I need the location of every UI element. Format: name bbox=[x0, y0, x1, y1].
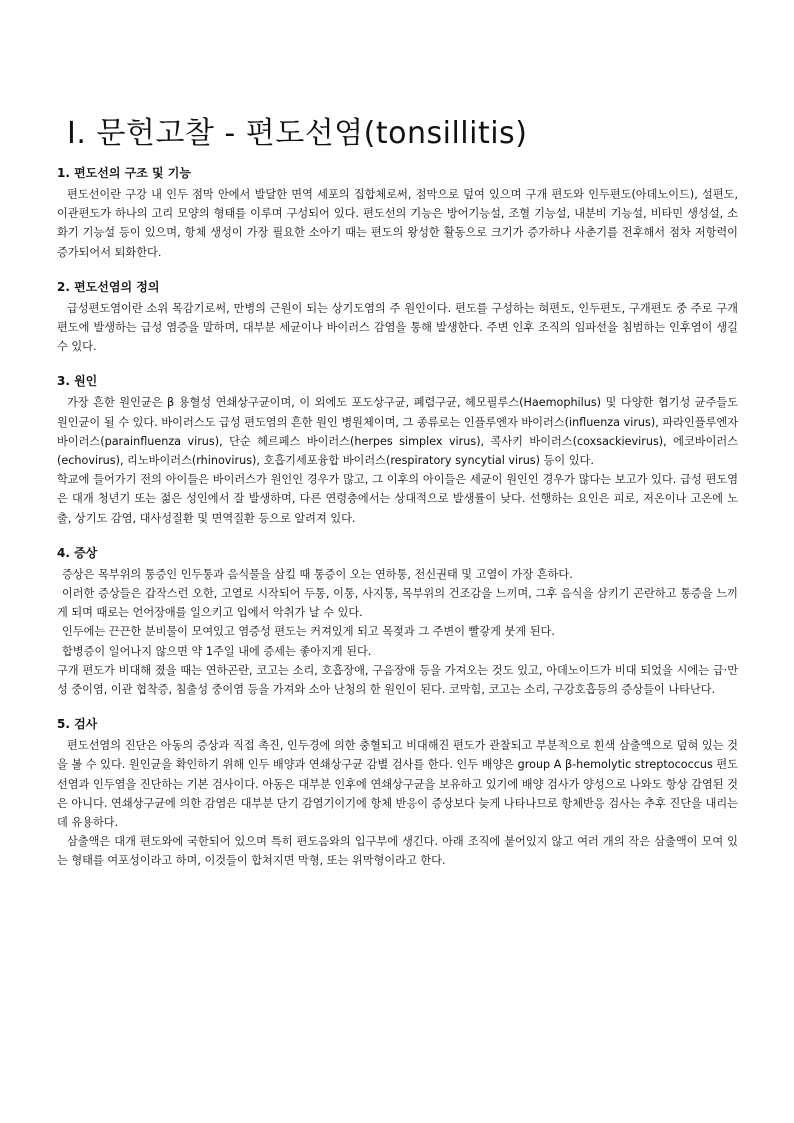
paragraph: 편도선이란 구강 내 인두 점막 안에서 발달한 면역 세포의 집합체로써, 점막으로 덮여 있으며 구개 편도와 인두편도(아데노이드), 설편도, 이관편도가 하나의 고리 모양의 형태를 이루며 구성되어 있다. 편도선의 기능은 방어기능설, 조혈 기능설, 내분비 기능설, 비타민 생성설, 소화기 기능설 등이 있으며, 항체 생성이 가장 필요한 소아기 때는 편도의 왕성한 활동으로 크기가 증가하나 사춘기를 전후해서 점차 저항력이 증가되어서 퇴화한다. bbox=[57, 188, 738, 259]
section-heading: 3. 원인 bbox=[57, 374, 98, 389]
section-heading: 4. 증상 bbox=[57, 545, 98, 560]
paragraph: 급성편도염이란 소위 목감기로써, 만병의 근원이 되는 상기도염의 주 원인이다. 편도를 구성하는 혀편도, 인두편도, 구개편도 중 주로 구개편도에 발생하는 급성 염증을 말하며, 대부분 세균이나 바이러스 감염을 통해 발생한다. 주변 인후 조직의 임파선을 침범하는 인후염이 생길 수 있다. bbox=[57, 301, 738, 354]
paragraph: 학교에 들어가기 전의 아이들은 바이러스가 원인인 경우가 많고, 그 이후의 아이들은 세균이 원인인 경우가 많다는 보고가 있다. 급성 편도염은 대개 청년기 또는 젊은 성인에서 잘 발생하며, 다른 연령층에서는 상대적으로 발생률이 낮다. 선행하는 요인은 피로, 저온이나 고온에 노출, 상기도 감염, 대사성질환 및 면역질환 등으로 알려져 있다. bbox=[57, 473, 738, 525]
paragraph: 구개 편도가 비대해 졌을 때는 연하곤란, 코고는 소리, 호흡장애, 구음장애 등을 가져오는 것도 있고, 아데노이드가 비대 되었을 시에는 급·만성 중이염, 이관 협착증, 침출성 중이염 등을 가져와 소아 난청의 한 원인이 된다. 코막힘, 코고는 소리, 구강호흡등의 증상들이 나타난다. bbox=[57, 663, 738, 697]
paragraph: 이러한 증상들은 갑작스런 오한, 고열로 시작되어 두통, 이통, 사지통, 목부위의 건조감을 느끼며, 그후 음식을 삼키기 곤란하고 통증을 느끼게 되며 때로는 언어장애를 일으키고 입에서 악취가 날 수 있다. bbox=[57, 587, 738, 620]
section-examination bbox=[57, 715, 738, 870]
section-structure-function bbox=[57, 164, 738, 262]
paragraph: 증상은 목부위의 통증인 인두통과 음식물을 삼킬 때 통증이 오는 연하통, 전신권태 및 고열이 가장 흔하다. bbox=[62, 567, 573, 581]
paragraph: 편도선염의 진단은 아동의 증상과 직접 촉진, 인두경에 의한 충혈되고 비대해진 편도가 관찰되고 부분적으로 흰색 삼출액으로 덮혀 있는 것을 볼 수 있다. 원인균을 확인하기 위해 인두 배양과 연쇄상구균 감별 검사를 한다. 인두 배양은 group A β-hemolytic streptococcus 편도선염과 인두염을 진단하는 기본 검사이다. 아동은 대부분 인후에 연쇄상구균을 보유하고 있기에 배양 검사가 양성으로 나와도 항상 감염된 것은 아니다. 연쇄상구균에 의한 감염은 대부분 단기 감염기이기에 항체 반응이 증상보다 늦게 나타나므로 항체반응 검사는 추후 진단을 내리는데 유용하다. bbox=[57, 739, 738, 830]
paragraph: 가장 흔한 원인균은 β 용혈성 연쇄상구균이며, 이 외에도 포도상구균, 폐렴구균, 헤모필루스(Haemophilus) 및 다양한 혐기성 균주들도 원인균이 될 수 있다. 바이러스도 급성 편도염의 흔한 원인 병원체이며, 그 종류로는 인플루엔자 바이러스(influenza virus), 파라인플루엔자 바이러스(parainfluenza virus), 단순 헤르페스 바이러스(herpes simplex virus), 콕사키 바이러스(coxsackievirus), 에코바이러스(echovirus), 리노바이러스(rhinovirus), 호흡기세포융합 바이러스(respiratory syncytial virus) 등이 있다. bbox=[57, 396, 738, 468]
paragraph: 합병증이 일어나지 않으면 약 1주일 내에 증세는 좋아지게 된다. bbox=[62, 644, 372, 658]
section-cause bbox=[57, 372, 738, 527]
section-heading: 2. 편도선염의 정의 bbox=[57, 279, 160, 294]
document-page bbox=[57, 108, 738, 887]
paragraph: 인두에는 끈끈한 분비물이 모여있고 염증성 편도는 커져있게 되고 목젖과 그 주변이 빨갛게 붓게 된다. bbox=[62, 625, 555, 639]
section-heading: 1. 편도선의 구조 및 기능 bbox=[57, 166, 191, 180]
section-definition bbox=[57, 278, 738, 357]
document-title: Ⅰ. 문헌고찰 - 편도선염(tonsillitis) bbox=[67, 116, 528, 151]
paragraph: 삼출액은 대개 편도와에 국한되어 있으며 특히 편도음와의 입구부에 생긴다. 아래 조직에 붙어있지 않고 여러 개의 작은 삼출액이 모여 있는 형태를 여포성이라고 하며, 이것들이 합쳐지면 막형, 또는 위막형이라고 한다. bbox=[57, 835, 738, 868]
section-symptoms bbox=[57, 544, 738, 699]
section-heading: 5. 검사 bbox=[57, 717, 98, 732]
